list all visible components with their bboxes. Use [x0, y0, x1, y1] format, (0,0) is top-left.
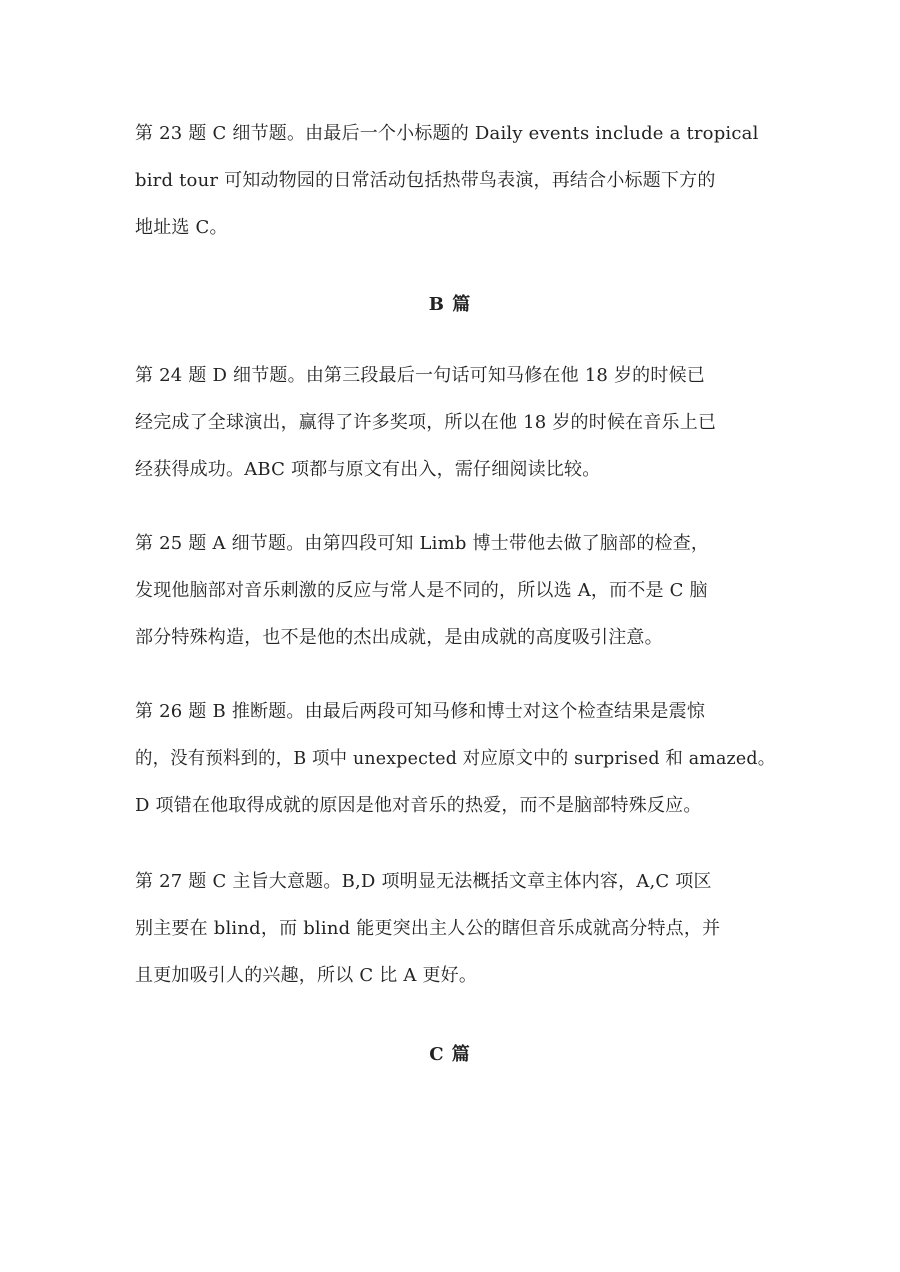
- text-line: 地址选 C。: [135, 217, 228, 238]
- text-line: 发现他脑部对音乐刺激的反应与常人是不同的，所以选 A，而不是 C 脑: [135, 580, 708, 601]
- text-line: 经获得成功。ABC 项都与原文有出入，需仔细阅读比较。: [135, 459, 601, 480]
- text-line: 第 26 题 B 推断题。由最后两段可知马修和博士对这个检查结果是震惊: [135, 701, 706, 722]
- text-line: 第 23 题 C 细节题。由最后一个小标题的 Daily events include a tropical: [135, 123, 759, 144]
- text-line: 第 27 题 C 主旨大意题。B,D 项明显无法概括文章主体内容，A,C 项区: [135, 871, 712, 892]
- text-line: 第 25 题 A 细节题。由第四段可知 Limb 博士带他去做了脑部的检查，: [135, 533, 710, 554]
- answer-explanation-24: [135, 352, 775, 493]
- answer-explanation-23: [135, 110, 775, 251]
- text-line: 的，没有预料到的，B 项中 unexpected 对应原文中的 surprised 和 amazed。: [135, 748, 776, 769]
- text-line: 第 24 题 D 细节题。由第三段最后一句话可知马修在他 18 岁的时候已: [135, 365, 705, 386]
- section-heading-c: C 篇: [429, 1044, 471, 1065]
- text-line: 经完成了全球演出，赢得了许多奖项，所以在他 18 岁的时候在音乐上已: [135, 412, 717, 433]
- section-heading-b: B 篇: [428, 294, 472, 315]
- text-line: 且更加吸引人的兴趣，所以 C 比 A 更好。: [135, 965, 478, 986]
- text-line: 别主要在 blind，而 blind 能更突出主人公的瞎但音乐成就高分特点，并: [135, 918, 721, 939]
- answer-explanation-26: [135, 688, 775, 829]
- answer-explanation-27: [135, 858, 775, 999]
- text-line: bird tour 可知动物园的日常活动包括热带鸟表演，再结合小标题下方的: [135, 170, 716, 191]
- text-line: 部分特殊构造，也不是他的杰出成就，是由成就的高度吸引注意。: [135, 627, 663, 648]
- answer-explanation-25: [135, 520, 775, 661]
- text-line: D 项错在他取得成就的原因是他对音乐的热爱，而不是脑部特殊反应。: [135, 795, 702, 816]
